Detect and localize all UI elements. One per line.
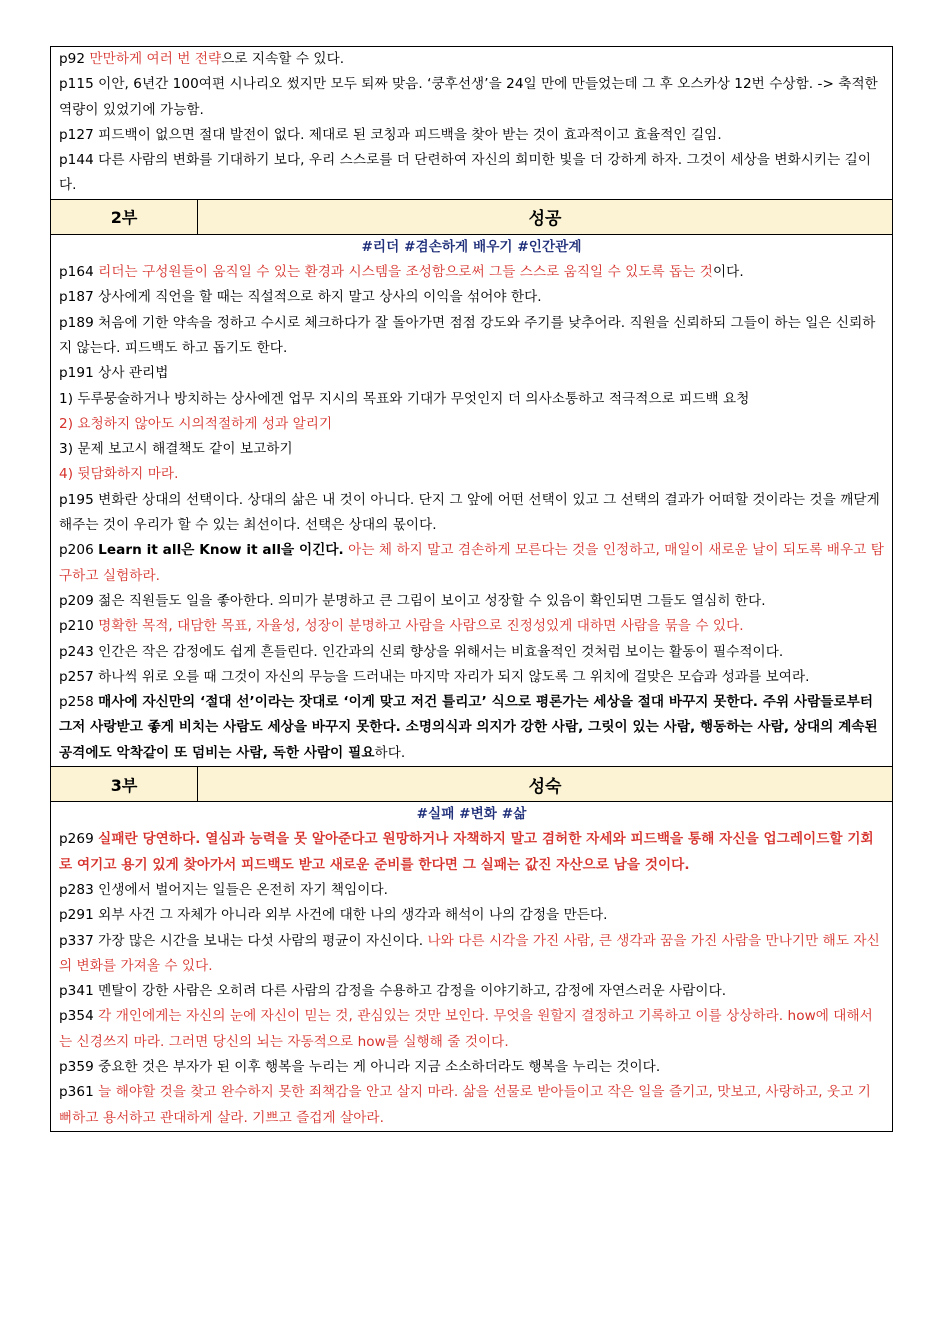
part2-header [51, 199, 892, 235]
note-p191-4 [59, 462, 884, 487]
note-text: p243 인간은 작은 감정에도 쉽게 흔들린다. 인간과의 신뢰 향상을 위해서는 비효율적인 것처럼 보이는 활동이 필수적이다. [59, 643, 784, 660]
note-p189 [59, 311, 884, 362]
note-text: 각 개인에게는 자신의 눈에 자신이 믿는 것, 관심있는 것만 보인다. 무엇을 원할지 결정하고 기록하고 이를 상상하라. how에 대해서는 신경쓰지 마라. 그러면 당신의 뇌는 자동적으로 how를 실행해 줄 것이다. [59, 1008, 873, 1050]
note-text: p206 [59, 542, 99, 559]
note-text: p195 변화란 상대의 선택이다. 상대의 삶은 내 것이 아니다. 단지 그 앞에 어떤 선택이 있고 그 선택의 결과가 어떠할 것이라는 것을 깨닫게 해주는 것이 우리가 할 수 있는 최선이다. 선택은 상대의 몫이다. [59, 491, 880, 534]
note-text: p92 [59, 51, 90, 67]
note-p209 [59, 589, 884, 614]
note-text: p257 하나씩 위로 오를 때 그것이 자신의 무능을 드러내는 마지막 자리가 되지 않도록 그 위치에 걸맞은 모습과 성과를 보여라. [59, 668, 810, 685]
note-text: 늘 해야할 것을 찾고 완수하지 못한 죄책감을 안고 살지 마라. 삶을 선물로 받아들이고 작은 일을 즐기고, 맛보고, 사랑하고, 웃고 기뻐하고 용서하고 관대하게 살라. 기쁘고 즐겁게 살아라. [59, 1084, 871, 1126]
note-text: p269 [59, 831, 99, 848]
notes-sheet [50, 46, 893, 1132]
note-p127 [59, 123, 884, 148]
part2-tags: #리더 #겸손하게 배우기 #인간관계 [361, 238, 582, 255]
note-text: 1) 두루뭉술하거나 방치하는 상사에겐 업무 지시의 목표와 기대가 무엇인지 더 의사소통하고 적극적으로 피드백 요청 [59, 390, 750, 407]
note-text: 만만하게 여러 번 전략 [89, 51, 222, 67]
note-p210 [59, 614, 884, 639]
note-text: p210 [59, 618, 99, 635]
note-text: p359 중요한 것은 부자가 된 이후 행복을 누리는 게 아니라 지금 소소하더라도 행복을 누리는 것이다. [59, 1058, 661, 1075]
note-p206 [59, 538, 884, 589]
note-text: 3) 문제 보고시 해결책도 같이 보고하기 [59, 441, 293, 458]
note-p191-3 [59, 437, 884, 462]
note-text: 하다. [374, 744, 406, 761]
note-p291 [59, 903, 884, 928]
note-p258 [59, 690, 884, 766]
note-p191-2 [59, 412, 884, 437]
note-text: p144 다른 사람의 변화를 기대하기 보다, 우리 스스로를 더 단련하여 자신의 희미한 빛을 더 강하게 하자. 그것이 세상을 변화시키는 길이다. [59, 152, 872, 194]
note-p337 [59, 929, 884, 980]
note-text: p187 상사에게 직언을 할 때는 직설적으로 하지 말고 상사의 이익을 섞어야 한다. [59, 289, 542, 306]
note-p257 [59, 665, 884, 690]
note-p92 [59, 47, 884, 72]
note-text: p258 [59, 694, 99, 711]
note-text: 리더는 구성원들이 움직일 수 있는 환경과 시스템을 조성함으로써 그들 스스로 움직일 수 있도록 돕는 것 [98, 264, 713, 281]
note-text: 4) 뒷담화하지 마라. [59, 466, 179, 483]
note-p354 [59, 1004, 884, 1055]
note-text: 명확한 목적, 대담한 목표, 자율성, 성장이 분명하고 사람을 사람으로 진정성있게 대하면 사람을 묶을 수 있다. [98, 618, 744, 635]
note-p359 [59, 1055, 884, 1080]
note-p191 [59, 361, 884, 386]
note-text: 실패란 당연하다. 열심과 능력을 못 알아준다고 원망하거나 자책하지 말고 겸허한 자세와 피드백을 통해 자신을 업그레이드할 기회로 여기고 용기 있게 찾아가서 피드백도 받고 새로운 준비를 한다면 그 실패는 값진 자산으로 남을 것이다. [59, 831, 874, 873]
note-text: p361 [59, 1084, 99, 1101]
note-p269 [59, 827, 884, 878]
note-p361 [59, 1080, 884, 1131]
note-p115 [59, 72, 884, 123]
note-text: p354 [59, 1008, 99, 1025]
note-text: 나와 다른 시각을 가진 사람, 큰 생각과 꿈을 가진 사람을 만나기만 해도 자신의 변화를 가져올 수 있다. [59, 932, 880, 974]
note-p341 [59, 979, 884, 1004]
part3-title: 성숙 [528, 776, 562, 797]
note-text: p191 상사 관리법 [59, 365, 169, 382]
part3-tags: #실패 #변화 #삶 [416, 806, 527, 823]
note-p187 [59, 285, 884, 310]
note-text: p189 처음에 기한 약속을 정하고 수시로 체크하다가 잘 돌아가면 점점 강도와 주기를 낮추어라. 직원을 신뢰하되 그들이 하는 일은 신뢰하지 않는다. 피드백도 하고 돕기도 한다. [59, 314, 876, 356]
note-text: p291 외부 사건 그 자체가 아니라 외부 사건에 대한 나의 생각과 해석이 나의 감정을 만든다. [59, 907, 608, 924]
note-text: 이다. [712, 264, 744, 281]
note-p243 [59, 640, 884, 665]
note-p144 [59, 148, 884, 199]
note-text: p341 멘탈이 강한 사람은 오히려 다른 사람의 감정을 수용하고 감정을 이야기하고, 감정에 자연스러운 사람이다. [59, 983, 727, 1000]
note-text: p127 피드백이 없으면 절대 발전이 없다. 제대로 된 코칭과 피드백을 찾아 받는 것이 효과적이고 효율적인 길임. [59, 126, 722, 143]
intro-notes [51, 47, 892, 199]
note-text: Learn it all은 Know it all을 이긴다. [98, 542, 344, 559]
note-p283 [59, 878, 884, 903]
note-text: 매사에 자신만의 ‘절대 선’이라는 잣대로 ‘이게 맞고 저건 틀리고’ 식으로 평론가는 세상을 절대 바꾸지 못한다. 주위 사람들로부터 그저 사랑받고 좋게 비치는 사람도 세상을 바꾸지 못한다. 소명의식과 의지가 강한 사람, 그릿이 있는 사람, 행동하는 사람, 상대의 계속된 공격에도 악착같이 또 덤비는 사람, 독한 사람이 필요 [59, 694, 878, 761]
note-text: 2) 요청하지 않아도 시의적절하게 성과 알리기 [59, 415, 333, 432]
part3-header [51, 766, 892, 802]
note-text: 으로 지속할 수 있다. [221, 51, 345, 67]
part3-label: 3부 [51, 767, 198, 801]
note-text: 아는 체 하지 말고 겸손하게 모른다는 것을 인정하고, 매일이 새로운 날이 되도록 배우고 탐구하고 실험하라. [59, 542, 884, 584]
note-text: p283 인생에서 벌어지는 일들은 온전히 자기 책임이다. [59, 881, 389, 898]
note-p164 [59, 260, 884, 285]
note-p195 [59, 488, 884, 539]
part2-label: 2부 [51, 200, 198, 234]
part3-notes [51, 802, 892, 1131]
note-text: p337 가장 많은 시간을 보내는 다섯 사람의 평균이 자신이다. [59, 932, 428, 949]
note-p191-1 [59, 387, 884, 412]
note-text: p209 젊은 직원들도 일을 좋아한다. 의미가 분명하고 큰 그림이 보이고 성장할 수 있음이 확인되면 그들도 열심히 한다. [59, 592, 766, 609]
note-text: p115 이안, 6년간 100여편 시나리오 썼지만 모두 퇴짜 맞음. ‘쿵후선생’을 24일 만에 만들었는데 그 후 오스카상 12번 수상함. -> 축적한 역량이 있었기에 가능함. [59, 76, 878, 118]
note-text: p164 [59, 264, 99, 281]
part2-notes [51, 235, 892, 766]
part2-title: 성공 [528, 209, 562, 230]
